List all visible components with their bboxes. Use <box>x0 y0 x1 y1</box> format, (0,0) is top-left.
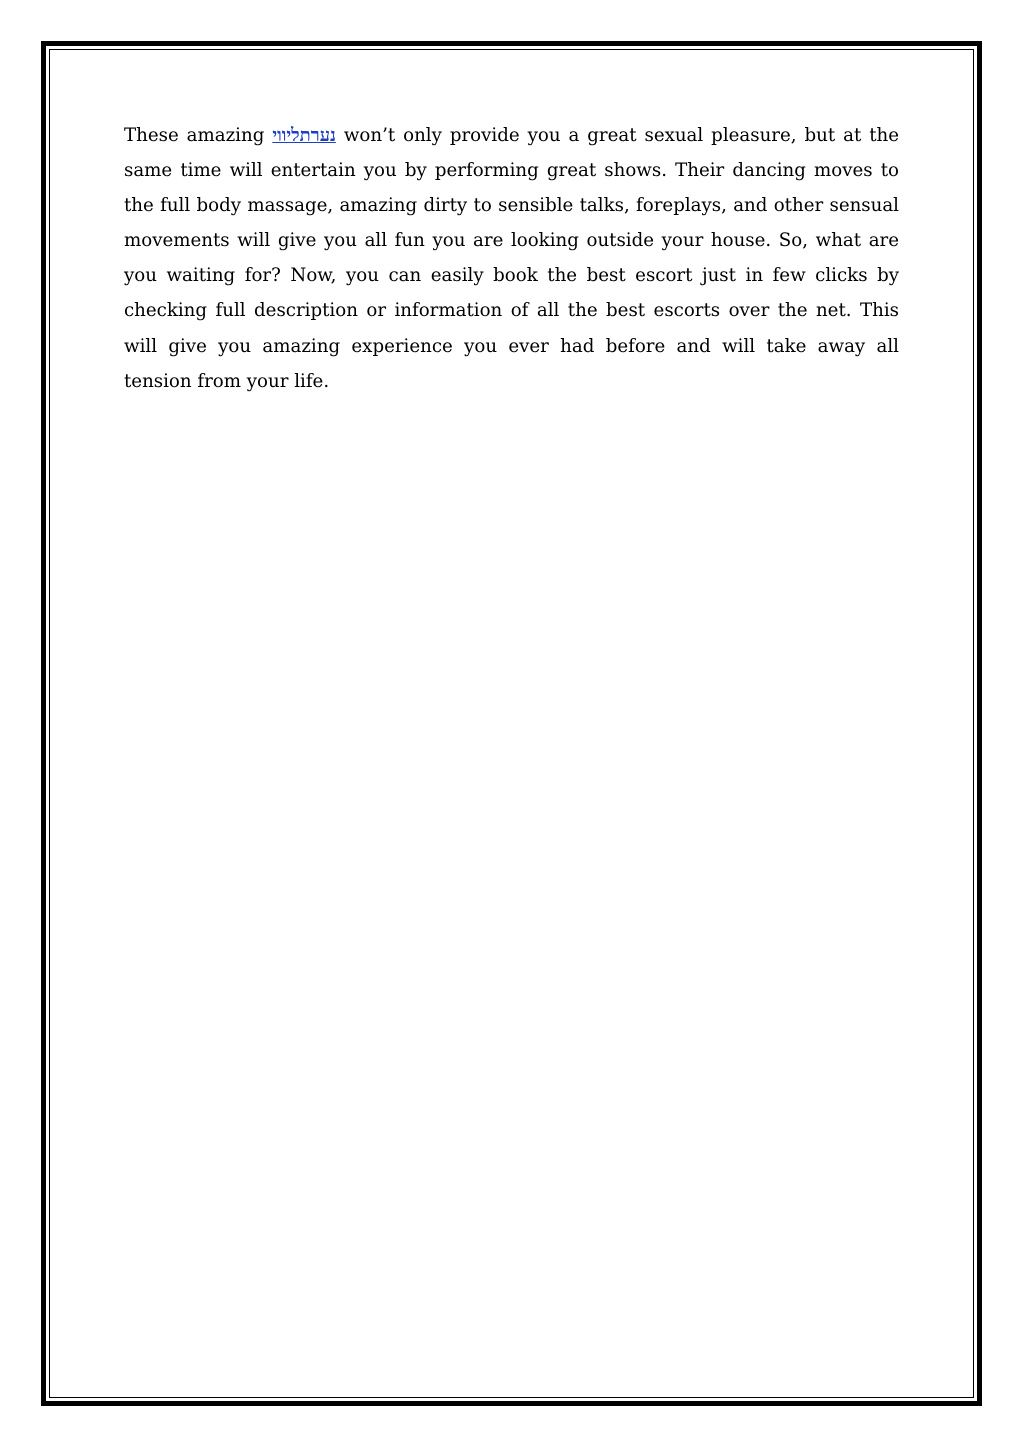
escort-link[interactable]: נערתליווי <box>272 125 336 146</box>
paragraph-text-rest: won’t only provide you a great sexual pleasure, but at the same time will entertain you by performing great shows. Their dancing moves to the full body massage, amazing dirty to sensible talks, foreplays, and other sensual movements will give you all fun you are looking outside your house. So, what are you waiting for? Now, you can easily book the best escort just in few clicks by checking full description or information of all the best escorts over the net. This will give you amazing experience you ever had before and will take away all tension from your life. <box>124 125 899 392</box>
paragraph-text-start: These amazing <box>124 125 273 146</box>
body-paragraph <box>124 118 899 399</box>
